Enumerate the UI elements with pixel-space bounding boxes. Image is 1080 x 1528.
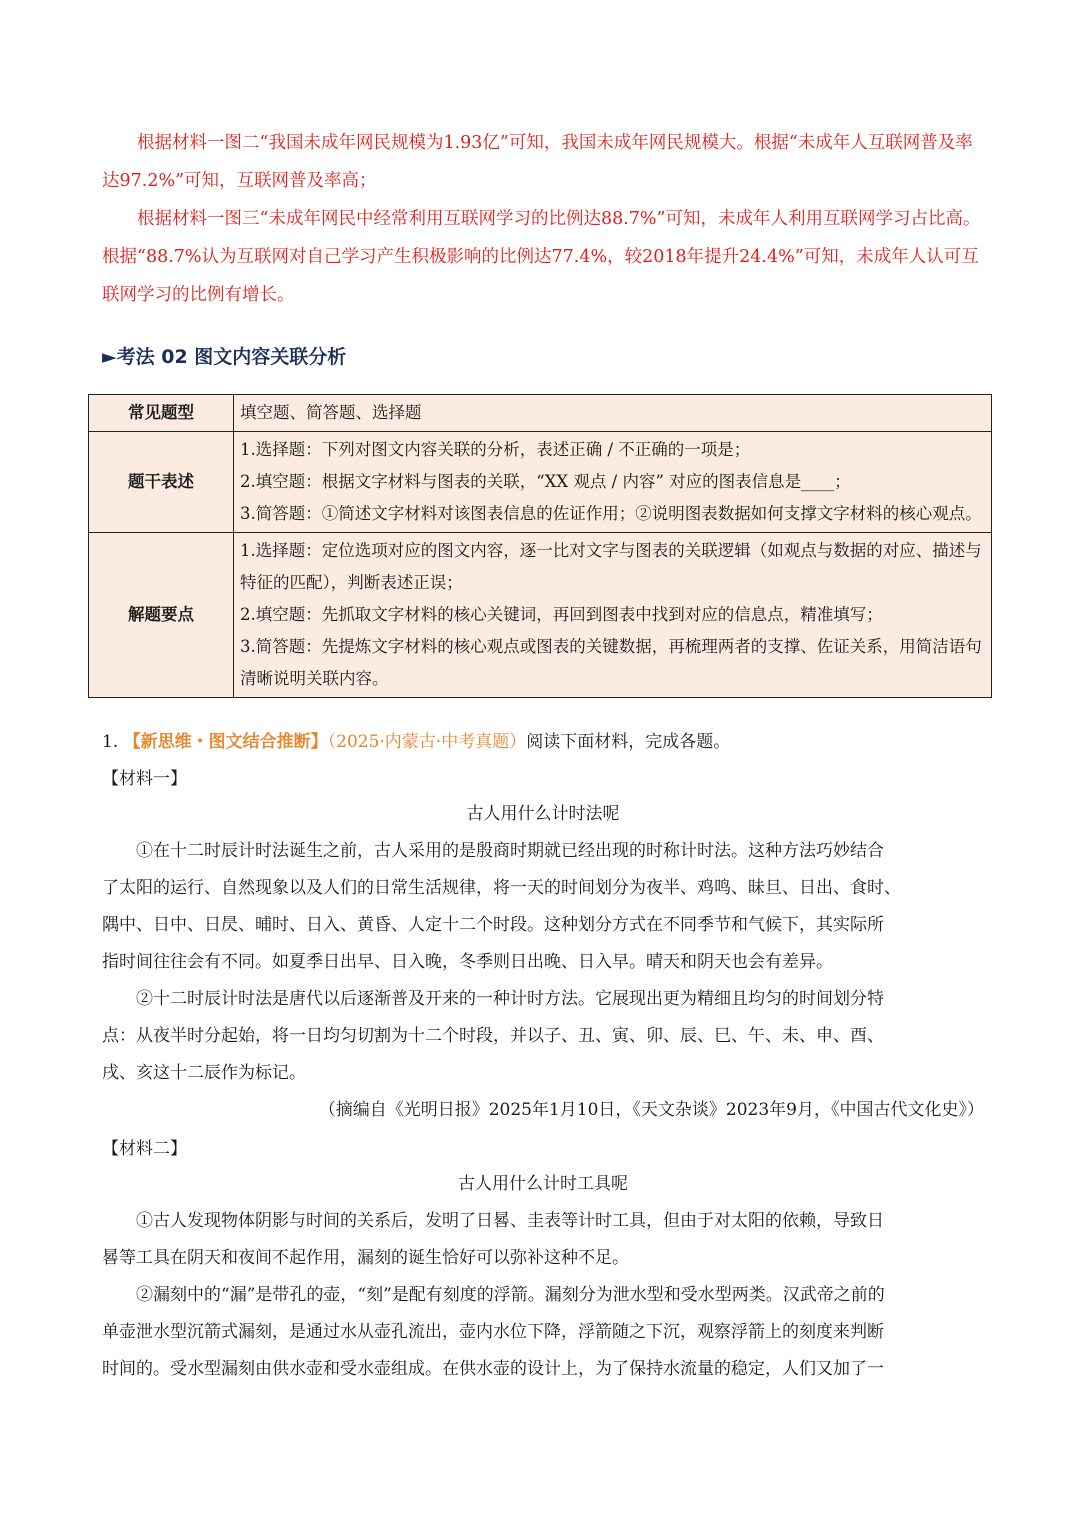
material2-line: 晷等工具在阴天和夜间不起作用，漏刻的诞生恰好可以弥补这种不足。 [102,1248,629,1268]
material1-line: 了太阳的运行、自然现象以及人们的日常生活规律，将一天的时间划分为夜半、鸡鸣、昧旦、日出、食时、 [102,878,901,898]
material1-line: 点：从夜半时分起始，将一日均匀切割为十二个时段，并以子、丑、寅、卯、辰、巳、午、未、申、酉、 [102,1026,884,1046]
question-number: 1. [102,732,119,752]
material1-label: 【材料一】 [102,769,187,789]
row-line: 1.选择题：定位选项对应的图文内容，逐一比对文字与图表的关联逻辑（如观点与数据的对应、描述与特征的匹配），判断表述正误； [240,541,982,592]
row-key: 题干表述 [89,432,234,533]
row-line: 3.简答题：先提炼文字材料的核心观点或图表的关键数据，再梳理两者的支撑、佐证关系，用简洁语句清晰说明关联内容。 [240,637,982,688]
material1-body [102,796,984,1129]
row-line: 2.填空题：先抓取文字材料的核心关键词，再回到图表中找到对应的信息点，精准填写； [240,605,883,624]
material2-body [102,1166,984,1388]
material2-line: ②漏刻中的“漏”是带孔的壶，“刻”是配有刻度的浮箭。漏刻分为泄水型和受水型两类。汉武帝之前的 [136,1285,885,1305]
row-value [234,533,992,698]
row-line: 2.填空题：根据文字材料与图表的关联，“XX 观点 / 内容” 对应的图表信息是____； [240,472,851,491]
material1-line: 隅中、日中、日昃、晡时、日入、黄昏、人定十二个时段。这种划分方式在不同季节和气候下，其实际所 [102,915,884,935]
answer-paragraph-1: 根据材料一图二“我国未成年网民规模为1.93亿”可知，我国未成年网民规模大。根据“未成年人互联网普及率达97.2%”可知，互联网普及率高； [102,133,973,191]
triangle-icon: ► [102,346,117,368]
row-value [234,395,992,432]
table-row [89,432,992,533]
row-key: 常见题型 [89,395,234,432]
material1-title: 古人用什么计时法呢 [466,804,620,824]
table-row [89,395,992,432]
material1-line: ②十二时辰计时法是唐代以后逐渐普及开来的一种计时方法。它展现出更为精细且均匀的时间划分特 [136,989,884,1009]
section-heading [102,342,346,369]
question-tag: 【新思维・图文结合推断】 [123,732,328,752]
material1-line: 戌、亥这十二辰作为标记。 [102,1063,306,1083]
question-line [102,727,730,752]
material2-line: 单壶泄水型沉箭式漏刻，是通过水从壶孔流出，壶内水位下降，浮箭随之下沉，观察浮箭上的刻度来判断 [102,1322,884,1342]
material2-label: 【材料二】 [102,1139,187,1159]
material2-title: 古人用什么计时工具呢 [458,1174,628,1194]
material1-citation: （摘编自《光明日报》2025年1月10日，《天文杂谈》2023年9月，《中国古代文化史》） [318,1100,984,1120]
table-row [89,533,992,698]
row-line: 填空题、简答题、选择题 [240,403,422,422]
question-instruction: 阅读下面材料，完成各题。 [526,732,731,752]
method-table [88,394,992,698]
section-title: 考法 02 图文内容关联分析 [116,346,347,368]
row-value [234,432,992,533]
answer-paragraph-2: 根据材料一图三“未成年网民中经常利用互联网学习的比例达88.7%”可知，未成年人利用互联网学习占比高。根据“88.7%认为互联网对自己学习产生积极影响的比例达77.4%，较2018年提升24.4%”可知，未成年人认可互联网学习的比例有增长。 [102,209,981,305]
row-line: 1.选择题：下列对图文内容关联的分析，表述正确 / 不正确的一项是； [240,440,751,459]
material2-line: 时间的。受水型漏刻由供水壶和受水壶组成。在供水壶的设计上，为了保持水流量的稳定，人们又加了一 [102,1359,884,1379]
answer-block [102,124,982,314]
material1-line: ①在十二时辰计时法诞生之前，古人采用的是殷商时期就已经出现的时称计时法。这种方法巧妙结合 [136,841,884,861]
material2-line: ①古人发现物体阴影与时间的关系后，发明了日晷、圭表等计时工具，但由于对太阳的依赖，导致日 [136,1211,884,1231]
material1-line: 指时间往往会有不同。如夏季日出早、日入晚，冬季则日出晚、日入早。晴天和阴天也会有差异。 [102,952,833,972]
question-source: （2025·内蒙古·中考真题） [327,732,527,752]
row-key: 解题要点 [89,533,234,698]
row-line: 3.简答题：①简述文字材料对该图表信息的佐证作用；②说明图表数据如何支撑文字材料的核心观点。 [240,504,982,523]
